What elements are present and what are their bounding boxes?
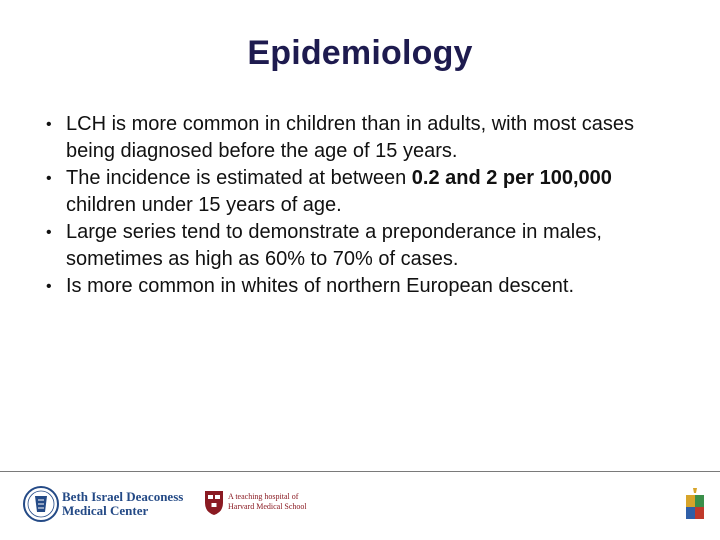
bullet-text: Large series tend to demonstrate a preponderance in males, sometimes as high as 60% to 70% of cases.	[66, 221, 602, 270]
bidmc-line-2: Medical Center	[62, 503, 149, 518]
bidmc-wordmark	[62, 490, 222, 518]
bidmc-line-1: Beth Israel Deaconess	[62, 489, 184, 504]
bullet-bold-text: 0.2 and 2 per 100,000	[411, 167, 612, 189]
harvard-shield-icon	[204, 490, 224, 516]
bullet-item	[44, 111, 684, 165]
bullet-text: LCH is more common in children than in adults, with most cases being diagnosed before the age of 15 years.	[66, 113, 635, 162]
bullet-dot: •	[46, 278, 52, 295]
harvard-line-2: Harvard Medical School	[228, 502, 307, 511]
bullet-text: The incidence is estimated at between	[66, 167, 412, 189]
bullet-list	[44, 111, 684, 300]
bullet-item	[44, 273, 684, 300]
bullet-dot: •	[46, 170, 52, 187]
harvard-line-1: A teaching hospital of	[228, 492, 299, 501]
slide-title: Epidemiology	[247, 34, 473, 72]
bullet-dot: •	[46, 224, 52, 241]
bullet-text: Is more common in whites of northern European descent.	[66, 275, 575, 297]
institution-crest-icon	[684, 486, 706, 522]
bidmc-seal-icon	[22, 484, 60, 524]
bullet-text: children under 15 years of age.	[66, 194, 342, 216]
bullet-item	[44, 165, 684, 219]
harvard-affiliation	[228, 492, 338, 512]
bullet-dot: •	[46, 116, 52, 133]
bullet-item	[44, 219, 684, 273]
footer-divider	[0, 471, 720, 472]
